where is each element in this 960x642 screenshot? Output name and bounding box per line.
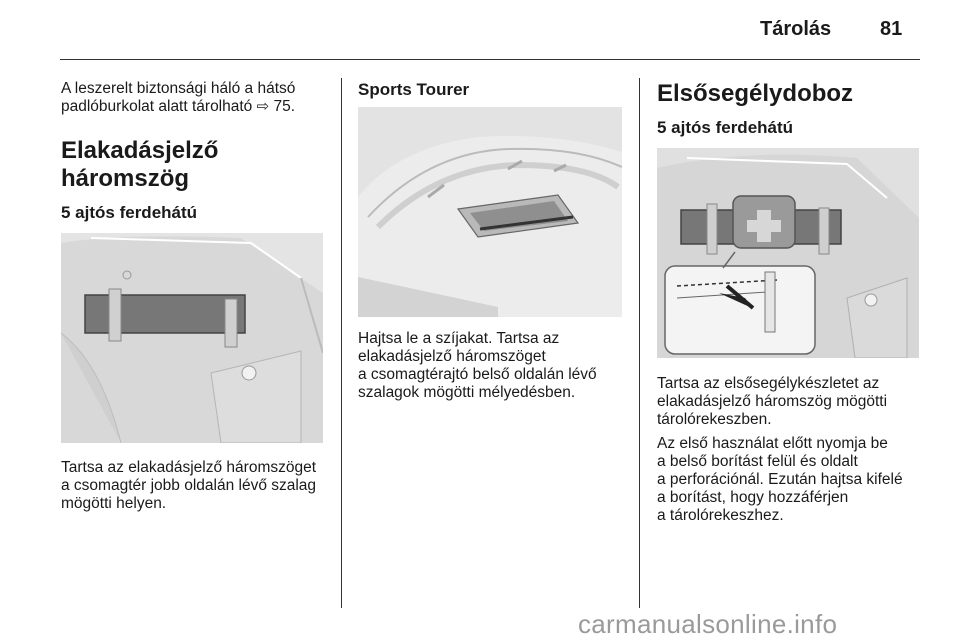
intro-line-2: padlóburkolat alatt tárolható	[61, 98, 257, 115]
first-aid-kit-figure	[657, 148, 919, 358]
caption-line: elakadásjelző háromszöget	[358, 348, 546, 365]
caption-line: mögötti helyen.	[61, 495, 167, 512]
caption-line: Tartsa az elsősegélykészletet az	[657, 375, 880, 392]
caption-line: a belső borítást felül és oldalt	[657, 453, 858, 470]
column-divider-2	[639, 78, 640, 608]
column-divider-1	[341, 78, 342, 608]
hatchback-subheading-1: 5 ajtós ferdehátú	[61, 203, 198, 222]
caption-line: a perforációnál. Ezután hajtsa kifelé	[657, 471, 903, 488]
page-reference-arrow-icon: ⇨	[256, 98, 270, 115]
caption-line: a tárolórekeszhez.	[657, 507, 784, 524]
page-section-title: Tárolás	[760, 18, 832, 40]
first-aid-kit-heading: Elsősegélydoboz	[657, 80, 854, 107]
warning-triangle-hatchback-caption	[61, 459, 333, 513]
caption-line: Tartsa az elakadásjelző háromszöget	[61, 459, 317, 476]
page-number: 81	[880, 18, 903, 40]
sports-tourer-subheading: Sports Tourer	[358, 80, 470, 99]
intro-line-1: A leszerelt biztonsági háló a hátsó	[61, 80, 296, 97]
first-aid-kit-caption-1	[657, 375, 929, 429]
page-reference-link[interactable]: 75.	[269, 98, 296, 115]
column-2	[358, 80, 630, 402]
first-aid-kit-caption-2	[657, 435, 929, 525]
caption-line: tárolórekeszben.	[657, 411, 772, 428]
watermark: carmanualsonline.info	[578, 609, 838, 639]
warning-triangle-heading: Elakadásjelző háromszög	[61, 137, 219, 192]
hatchback-subheading-2: 5 ajtós ferdehátú	[657, 118, 794, 137]
warning-triangle-hatchback-figure	[61, 233, 323, 443]
intro-text	[61, 80, 333, 116]
column-3	[657, 80, 929, 525]
caption-line: Az első használat előtt nyomja be	[657, 435, 888, 452]
caption-line: elakadásjelző háromszög mögötti	[657, 393, 888, 410]
caption-line: szalagok mögötti mélyedésben.	[358, 384, 576, 401]
warning-triangle-sports-tourer-figure	[358, 107, 622, 317]
caption-line: Hajtsa le a szíjakat. Tartsa az	[358, 330, 560, 347]
header-divider	[60, 59, 920, 60]
caption-line: a csomagtér jobb oldalán lévő szalag	[61, 477, 317, 494]
warning-triangle-sports-tourer-caption	[358, 330, 630, 402]
caption-line: a borítást, hogy hozzáférjen	[657, 489, 849, 506]
caption-line: a csomagtérajtó belső oldalán lévő	[358, 366, 597, 383]
column-1	[61, 80, 333, 513]
